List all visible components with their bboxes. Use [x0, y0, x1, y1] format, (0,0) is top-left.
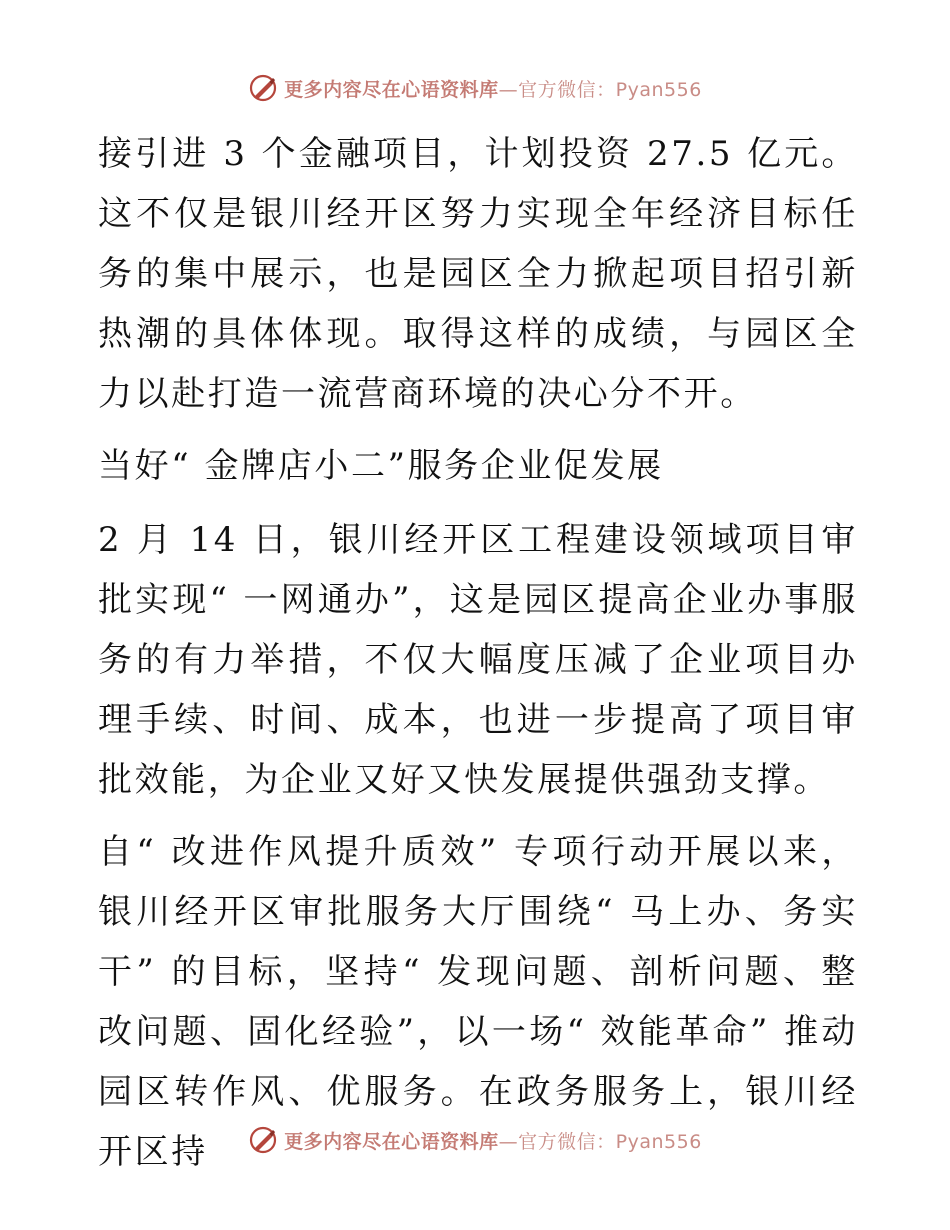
banner-text: [284, 1127, 702, 1154]
header-watermark-banner: [0, 68, 950, 108]
paragraph-1: 接引进 3 个金融项目，计划投资 27.5 亿元。这不仅是银川经开区努力实现全年经济目标任务的集中展示，也是园区全力掀起项目招引新热潮的具体体现。取得这样的成绩，与园区全力以赴打造一流营商环境的决心分不开。: [98, 134, 858, 414]
document-body: [98, 124, 858, 1194]
banner-main-text: 更多内容尽在心语资料库: [284, 1130, 499, 1153]
banner-dash: —: [498, 1130, 519, 1153]
paragraph-2: 2 月 14 日，银川经开区工程建设领域项目审批实现“ 一网通办”，这是园区提高企业办事服务的有力举措，不仅大幅度压减了企业项目办理手续、时间、成本，也进一步提高了项目审批效能，为企业又好又快发展提供强劲支撑。: [98, 520, 858, 800]
banner-wechat-text: 官方微信：Pyan556: [518, 1130, 702, 1153]
banner-text: [284, 75, 702, 102]
pen-logo-icon: [248, 1125, 278, 1155]
banner-wechat-text: 官方微信：Pyan556: [518, 78, 702, 101]
banner-dash: —: [498, 78, 519, 101]
section-heading: 当好“ 金牌店小二”服务企业促发展: [98, 446, 664, 486]
pen-logo-icon: [248, 73, 278, 103]
banner-main-text: 更多内容尽在心语资料库: [284, 78, 499, 101]
footer-watermark-banner: [0, 1120, 950, 1160]
paragraph-3: 自“ 改进作风提升质效” 专项行动开展以来，银川经开区审批服务大厅围绕“ 马上办、务实干” 的目标，坚持“ 发现问题、剖析问题、整改问题、固化经验”，以一场“ 效能革命” 推动园区转作风、优服务。在政务服务上，银川经开区持: [98, 832, 858, 1172]
